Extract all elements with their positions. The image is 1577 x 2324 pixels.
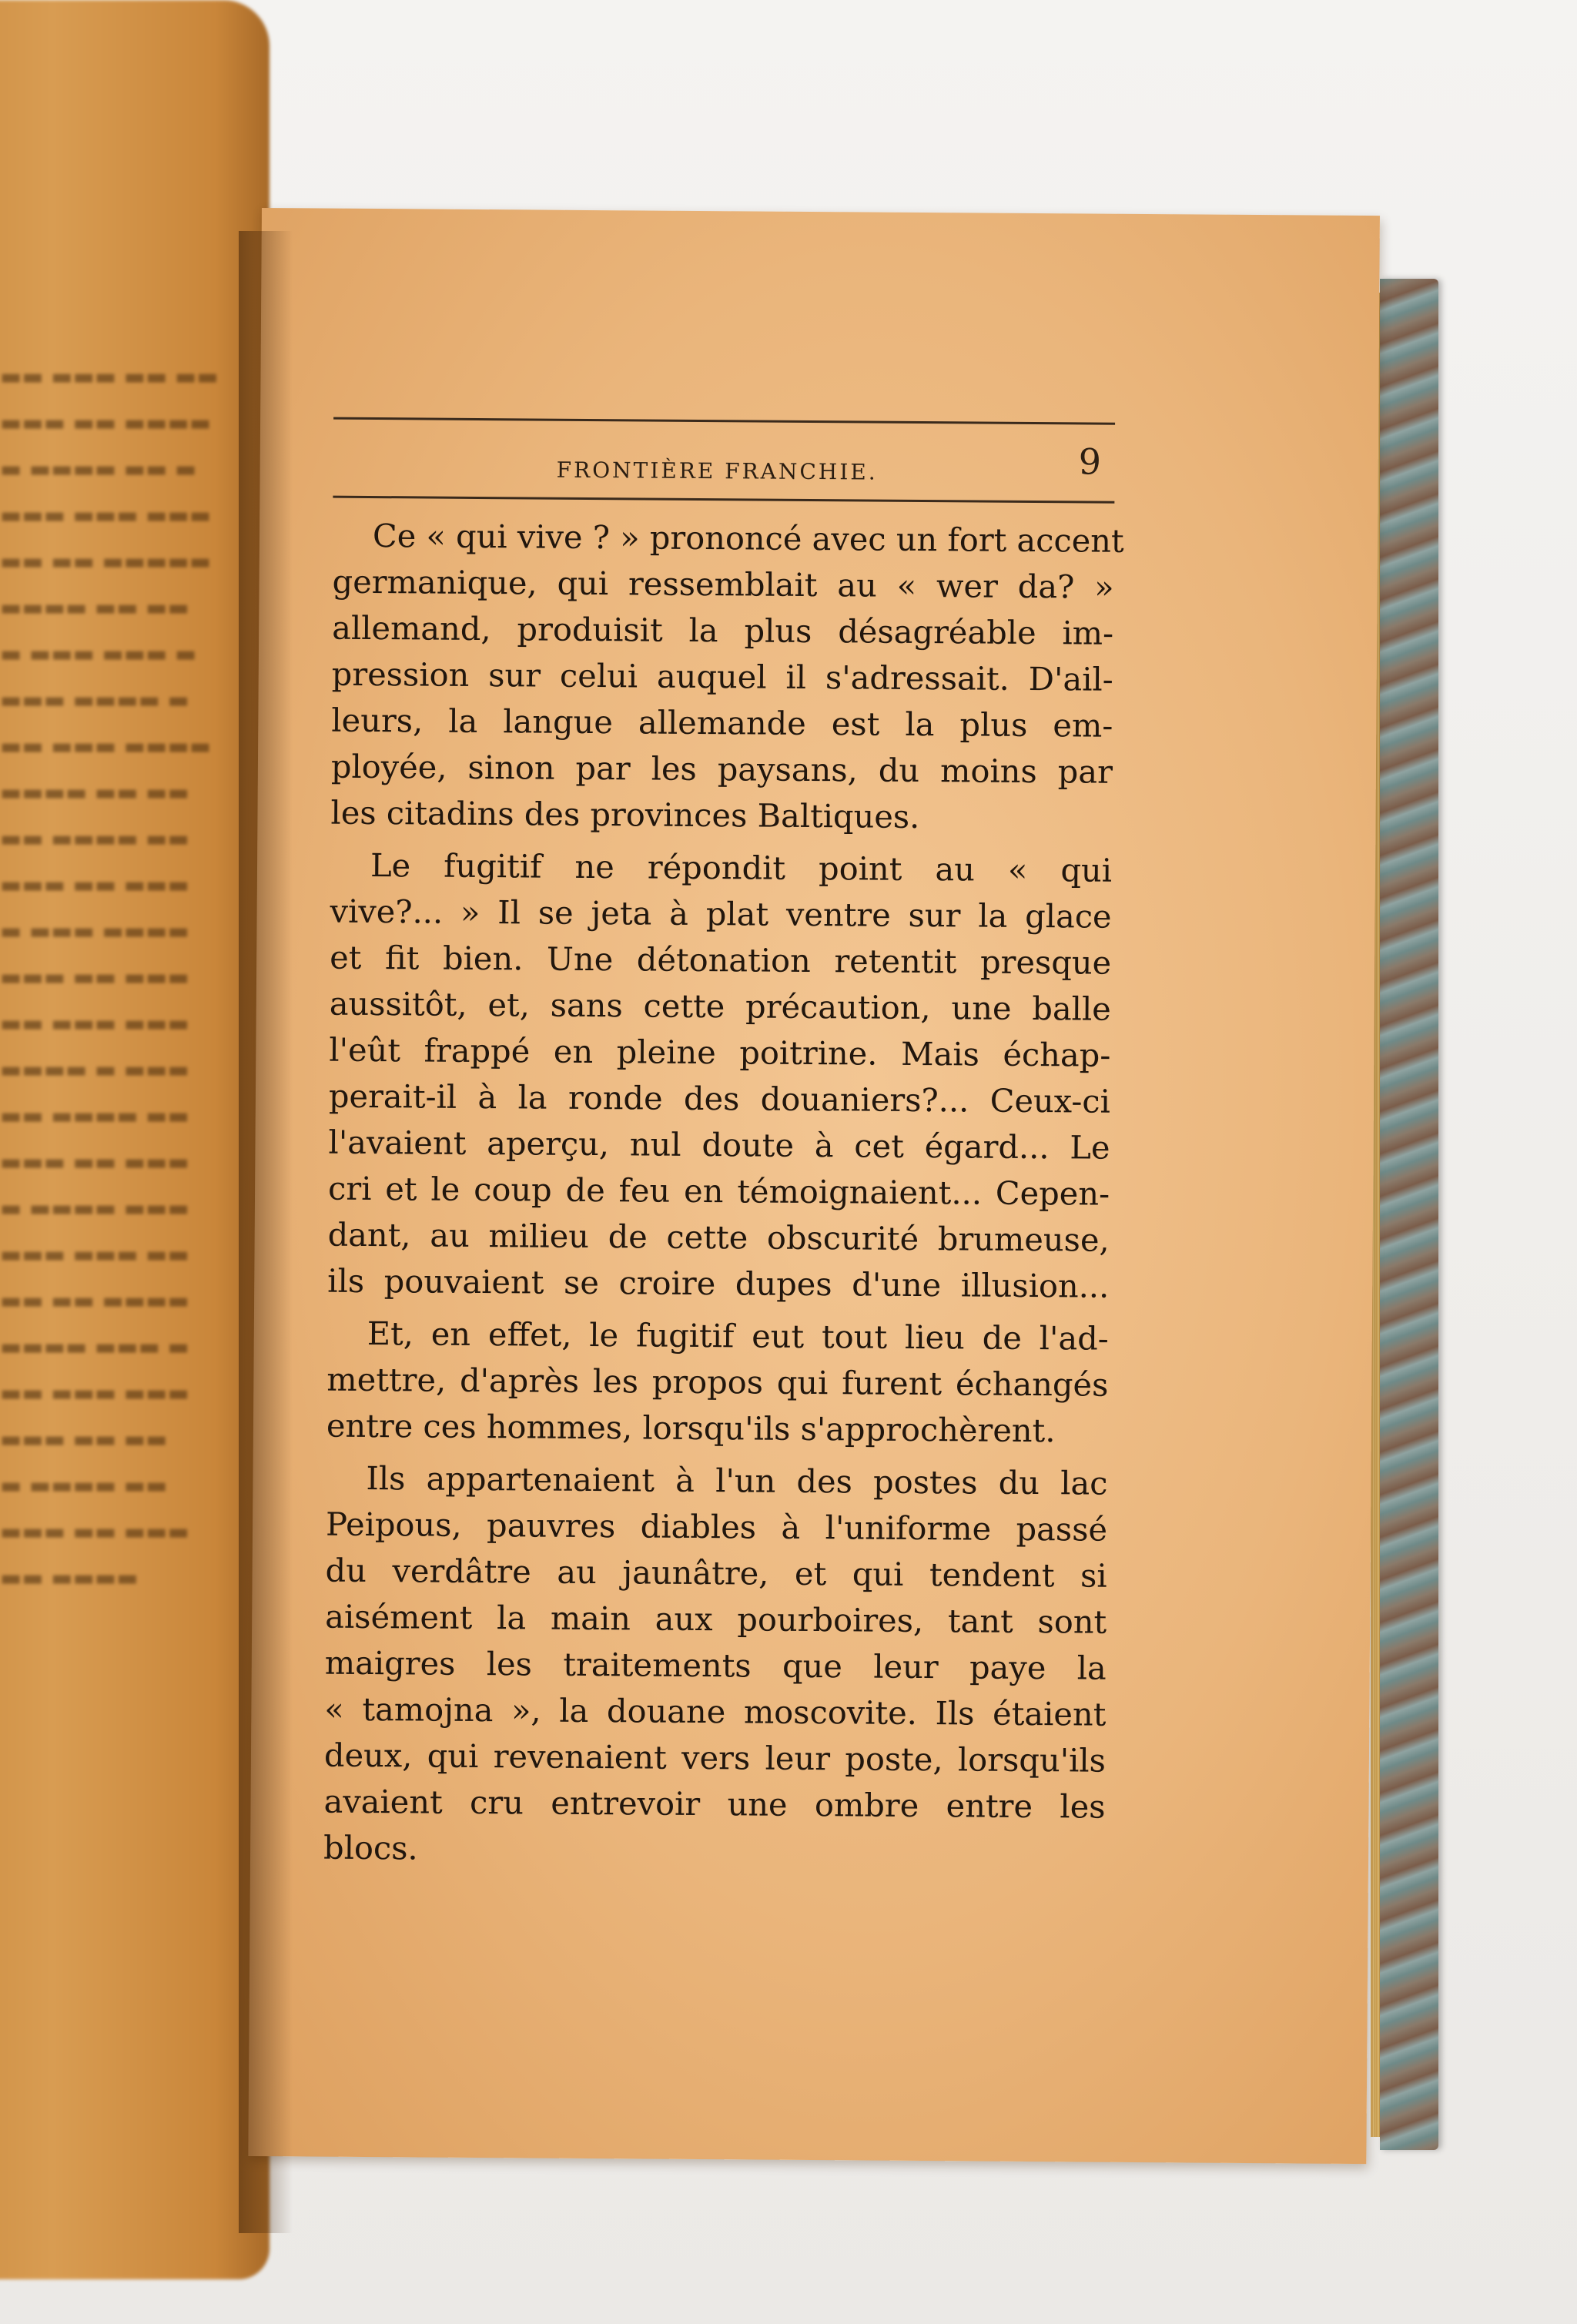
- gutter-shadow: [239, 231, 293, 2233]
- text-line: avaient cru entrevoir une ombre entre les: [323, 1782, 1106, 1826]
- text-line: mettre, d'après les propos qui furent échangés: [326, 1360, 1109, 1404]
- text-line: l'eût frappé en pleine poitrine. Mais échap-: [329, 1030, 1111, 1074]
- text-line: deux, qui revenaient vers leur poste, lorsqu'ils: [323, 1736, 1107, 1780]
- text-line: blocs.: [323, 1828, 418, 1867]
- text-line: l'avaient aperçu, nul doute à cet égard... Le: [328, 1123, 1110, 1167]
- text-line: ils pouvaient se croire dupes d'une illusion...: [327, 1261, 1110, 1305]
- text-line: « tamojna », la douane moscovite. Ils étaient: [324, 1689, 1107, 1733]
- page-number: 9: [1078, 440, 1102, 483]
- text-line: cri et le coup de feu en témoignaient... Cepen-: [327, 1169, 1110, 1213]
- text-line: du verdâtre au jaunâtre, et qui tendent si: [325, 1551, 1107, 1595]
- book-cover: [1380, 279, 1438, 2150]
- text-line: aisément la main aux pourboires, tant sont: [325, 1597, 1107, 1641]
- text-line: ployée, sinon par les paysans, du moins par: [330, 747, 1113, 791]
- text-line: Et, en effet, le fugitif eut tout lieu de l'ad-: [367, 1314, 1109, 1358]
- book-page: [248, 208, 1380, 2164]
- text-line: les citadins des provinces Baltiques.: [330, 793, 920, 836]
- text-line: maigres les traitements que leur paye la: [324, 1643, 1107, 1687]
- text-line: pression sur celui auquel il s'adressait. D'ail-: [331, 655, 1113, 698]
- text-line: allemand, produisit la plus désagréable im-: [332, 608, 1114, 652]
- text-line: entre ces hommes, lorsqu'ils s'approchèrent.: [326, 1406, 1056, 1450]
- text-line: et fit bien. Une détonation retentit presque: [330, 938, 1112, 982]
- text-line: germanique, qui ressemblait au « wer da? »: [332, 562, 1114, 606]
- running-head: [333, 413, 1377, 512]
- facing-page-blurred: [0, 0, 270, 2279]
- text-line: leurs, la langue allemande est la plus em-: [331, 701, 1113, 745]
- text-line: dant, au milieu de cette obscurité brumeuse,: [327, 1215, 1110, 1259]
- text-line: Le fugitif ne répondit point au « qui: [370, 846, 1113, 889]
- text-line: perait-il à la ronde des douaniers?... Ceux-ci: [328, 1077, 1111, 1120]
- running-title: FRONTIÈRE FRANCHIE.: [556, 457, 878, 485]
- text-line: aussitôt, et, sans cette précaution, une balle: [329, 984, 1111, 1028]
- header-rule-bottom: [333, 496, 1114, 504]
- text-line: Ils appartenaient à l'un des postes du lac: [366, 1458, 1108, 1502]
- text-line: Ce « qui vive ? » prononcé avec un fort accent: [372, 517, 1124, 560]
- text-line: vive?... » Il se jeta à plat ventre sur la glace: [330, 892, 1112, 936]
- header-rule-top: [333, 417, 1115, 425]
- text-line: Peipous, pauvres diables à l'uniforme passé: [325, 1505, 1108, 1549]
- body-text: [323, 513, 1124, 1877]
- facing-page-blurred-text: ▬▬ ▬▬▬ ▬▬ ▬▬ ▬▬▬ ▬▬ ▬▬▬▬ ▬ ▬▬▬▬ ▬▬ ▬ ▬▬▬ ▬▬▬ ▬▬▬ ▬▬ ▬▬ ▬▬▬▬▬ ▬▬▬▬ ▬▬ ▬▬ ▬ ▬▬▬ ▬▬▬ ▬ ▬▬▬ ▬▬▬▬ ▬ ▬▬ ▬▬▬ ▬▬▬▬ ▬▬▬▬ ▬▬ ▬▬ ▬▬ ▬▬▬▬ ▬▬ ▬▬▬ ▬▬ ▬▬▬ ▬ ▬▬▬ ▬▬▬▬ ▬▬▬ ▬▬ ▬▬▬ ▬▬ ▬▬▬ ▬▬▬ ▬▬▬▬ ▬ ▬▬▬ ▬▬ ▬▬▬▬ ▬▬ ▬▬▬ ▬▬ ▬▬▬ ▬ ▬▬▬▬ ▬▬▬ ▬▬▬ ▬▬▬ ▬▬ ▬▬ ▬▬ ▬▬▬▬ ▬▬▬▬ ▬▬▬ ▬ ▬▬ ▬▬▬ ▬▬▬ ▬▬▬ ▬▬ ▬▬ ▬ ▬▬▬▬ ▬▬ ▬▬▬ ▬▬ ▬▬▬ ▬▬ ▬▬▬▬: [0, 363, 219, 1592]
